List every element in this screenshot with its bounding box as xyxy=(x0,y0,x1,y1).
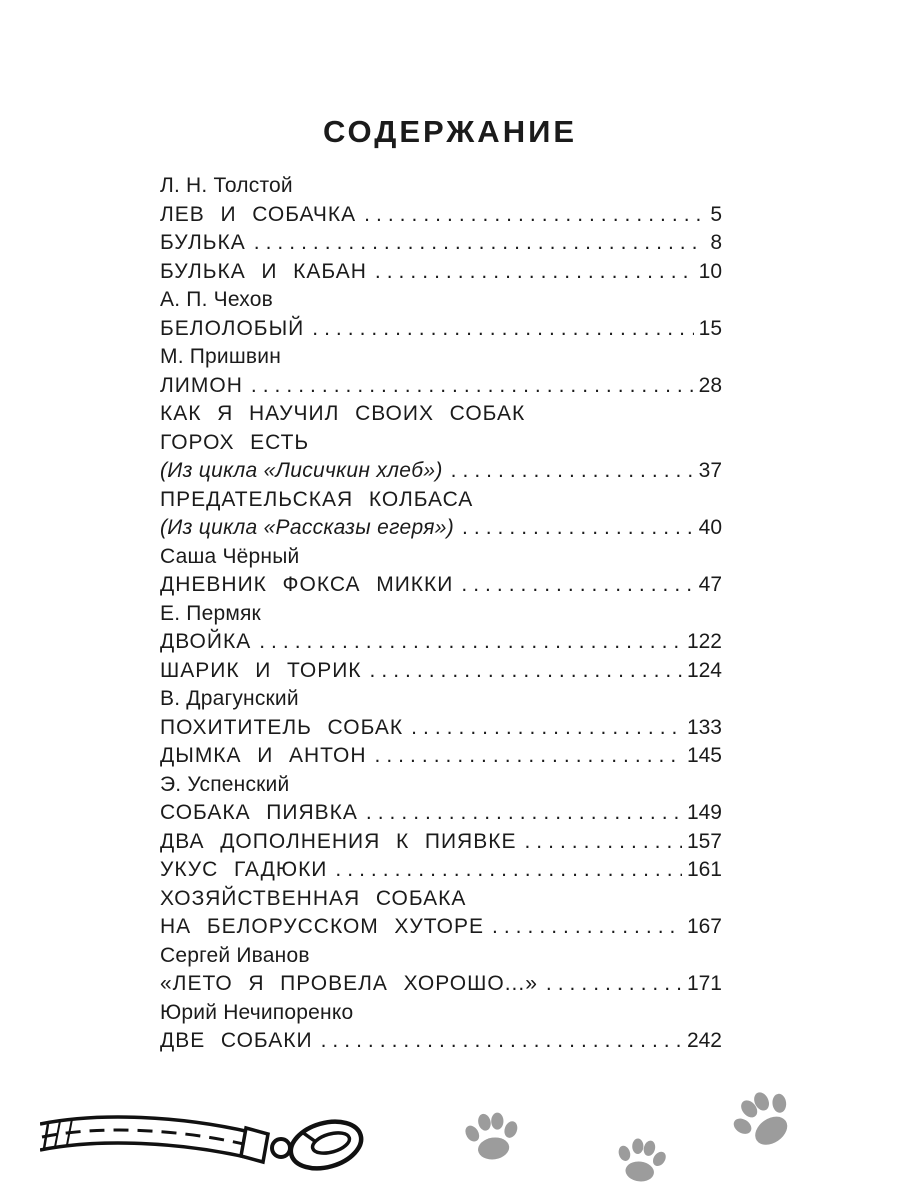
toc-row xyxy=(160,913,722,942)
page-number: 40 xyxy=(698,516,722,539)
toc-row xyxy=(160,514,722,543)
page-number: 37 xyxy=(698,459,722,482)
entry-text: Е. Пермяк xyxy=(160,601,261,625)
page-number: 149 xyxy=(686,801,722,824)
entry-text: ДВОЙКА xyxy=(160,630,252,653)
entry-text: БУЛЬКА xyxy=(160,231,246,254)
page-number: 5 xyxy=(710,202,722,226)
entry-text: БЕЛОЛОБЫЙ xyxy=(160,316,305,340)
paw-print-icon xyxy=(606,1126,675,1195)
entry-text: ПОХИТИТЕЛЬ СОБАК xyxy=(160,715,404,739)
page-number: 145 xyxy=(686,744,722,767)
toc-row xyxy=(160,571,722,600)
page-number: 167 xyxy=(686,915,722,938)
dot-leader xyxy=(366,799,682,828)
entry-text: (Из цикла «Рассказы егеря») xyxy=(160,516,455,539)
dot-leader xyxy=(375,742,682,771)
entry-text: КАК Я НАУЧИЛ СВОИХ СОБАК xyxy=(160,402,526,425)
paw-print-icon xyxy=(454,1099,531,1176)
toc-row xyxy=(160,685,722,714)
dot-leader xyxy=(461,571,693,600)
page-number: 171 xyxy=(686,972,722,995)
page-number: 8 xyxy=(710,231,722,254)
toc-row xyxy=(160,970,722,999)
entry-text: ПРЕДАТЕЛЬСКАЯ КОЛБАСА xyxy=(160,487,474,511)
toc-row xyxy=(160,486,722,515)
toc-row xyxy=(160,429,722,458)
toc-row xyxy=(160,600,722,629)
entry-text: ДВА ДОПОЛНЕНИЯ К ПИЯВКЕ xyxy=(160,829,517,853)
toc-row xyxy=(160,315,722,344)
entry-text: В. Драгунский xyxy=(160,687,299,710)
toc-row xyxy=(160,201,722,230)
dot-leader xyxy=(462,514,694,543)
toc-row xyxy=(160,343,722,372)
dot-leader xyxy=(411,714,682,743)
dot-leader xyxy=(370,657,682,686)
toc-row xyxy=(160,172,722,201)
entry-text: Э. Успенский xyxy=(160,772,290,796)
dot-leader xyxy=(259,628,682,657)
toc-row xyxy=(160,372,722,401)
toc-row xyxy=(160,1027,722,1056)
page-number: 242 xyxy=(686,1029,722,1052)
toc-list xyxy=(160,172,722,1056)
toc-row xyxy=(160,457,722,486)
dot-leader xyxy=(451,457,694,486)
entry-text: ДЫМКА И АНТОН xyxy=(160,744,367,767)
page-number: 10 xyxy=(698,259,722,283)
toc-row xyxy=(160,400,722,429)
entry-text: СОБАКА ПИЯВКА xyxy=(160,801,358,824)
dot-leader xyxy=(254,229,706,258)
entry-text: Юрий Нечипоренко xyxy=(160,1000,354,1024)
dot-leader xyxy=(335,856,682,885)
page-number: 15 xyxy=(698,316,722,340)
page-number: 157 xyxy=(686,829,722,853)
page-number: 122 xyxy=(686,630,722,653)
toc-row xyxy=(160,942,722,971)
dot-leader xyxy=(546,970,682,999)
entry-text: А. П. Чехов xyxy=(160,288,273,311)
toc-row xyxy=(160,742,722,771)
entry-text: НА БЕЛОРУССКОМ ХУТОРЕ xyxy=(160,915,485,938)
toc-row xyxy=(160,771,722,800)
toc-row xyxy=(160,999,722,1028)
toc-row xyxy=(160,229,722,258)
entry-text: (Из цикла «Лисичкин хлеб») xyxy=(160,459,443,482)
entry-text: УКУС ГАДЮКИ xyxy=(160,858,328,881)
toc-row xyxy=(160,799,722,828)
toc-row xyxy=(160,543,722,572)
dot-leader xyxy=(492,913,682,942)
entry-text: Сергей Иванов xyxy=(160,943,310,967)
page-number: 124 xyxy=(686,658,722,682)
toc-row xyxy=(160,628,722,657)
dot-leader xyxy=(364,201,705,230)
entry-text: Саша Чёрный xyxy=(160,544,300,568)
toc-row xyxy=(160,258,722,287)
toc-row xyxy=(160,856,722,885)
dot-leader xyxy=(375,258,694,287)
page-number: 133 xyxy=(686,715,722,739)
dot-leader xyxy=(321,1027,682,1056)
dot-leader xyxy=(251,372,694,401)
toc-row xyxy=(160,714,722,743)
dog-leash-icon xyxy=(40,1098,376,1192)
entry-text: ЛИМОН xyxy=(160,373,243,397)
toc-row xyxy=(160,885,722,914)
page-title: СОДЕРЖАНИЕ xyxy=(322,114,578,149)
dot-leader xyxy=(312,315,693,344)
paw-print-icon xyxy=(711,1067,817,1173)
entry-text: ДНЕВНИК ФОКСА МИККИ xyxy=(160,573,454,596)
dog-leash-illustration xyxy=(40,1098,376,1192)
entry-text: ХОЗЯЙСТВЕННАЯ СОБАКА xyxy=(160,886,467,910)
toc-row xyxy=(160,657,722,686)
toc-row xyxy=(160,828,722,857)
page-number: 161 xyxy=(686,858,722,881)
toc-row xyxy=(160,286,722,315)
entry-text: ЛЕВ И СОБАЧКА xyxy=(160,202,357,226)
entry-text: ШАРИК И ТОРИК xyxy=(160,658,362,682)
page-number: 28 xyxy=(698,373,722,397)
page-number: 47 xyxy=(698,573,722,596)
entry-text: ДВЕ СОБАКИ xyxy=(160,1029,313,1052)
dot-leader xyxy=(524,828,681,857)
entry-text: ГОРОХ ЕСТЬ xyxy=(160,430,310,454)
entry-text: М. Пришвин xyxy=(160,345,281,368)
entry-text: Л. Н. Толстой xyxy=(160,174,293,197)
entry-text: БУЛЬКА И КАБАН xyxy=(160,259,367,283)
entry-text: «ЛЕТО Я ПРОВЕЛА ХОРОШО...» xyxy=(160,972,538,995)
